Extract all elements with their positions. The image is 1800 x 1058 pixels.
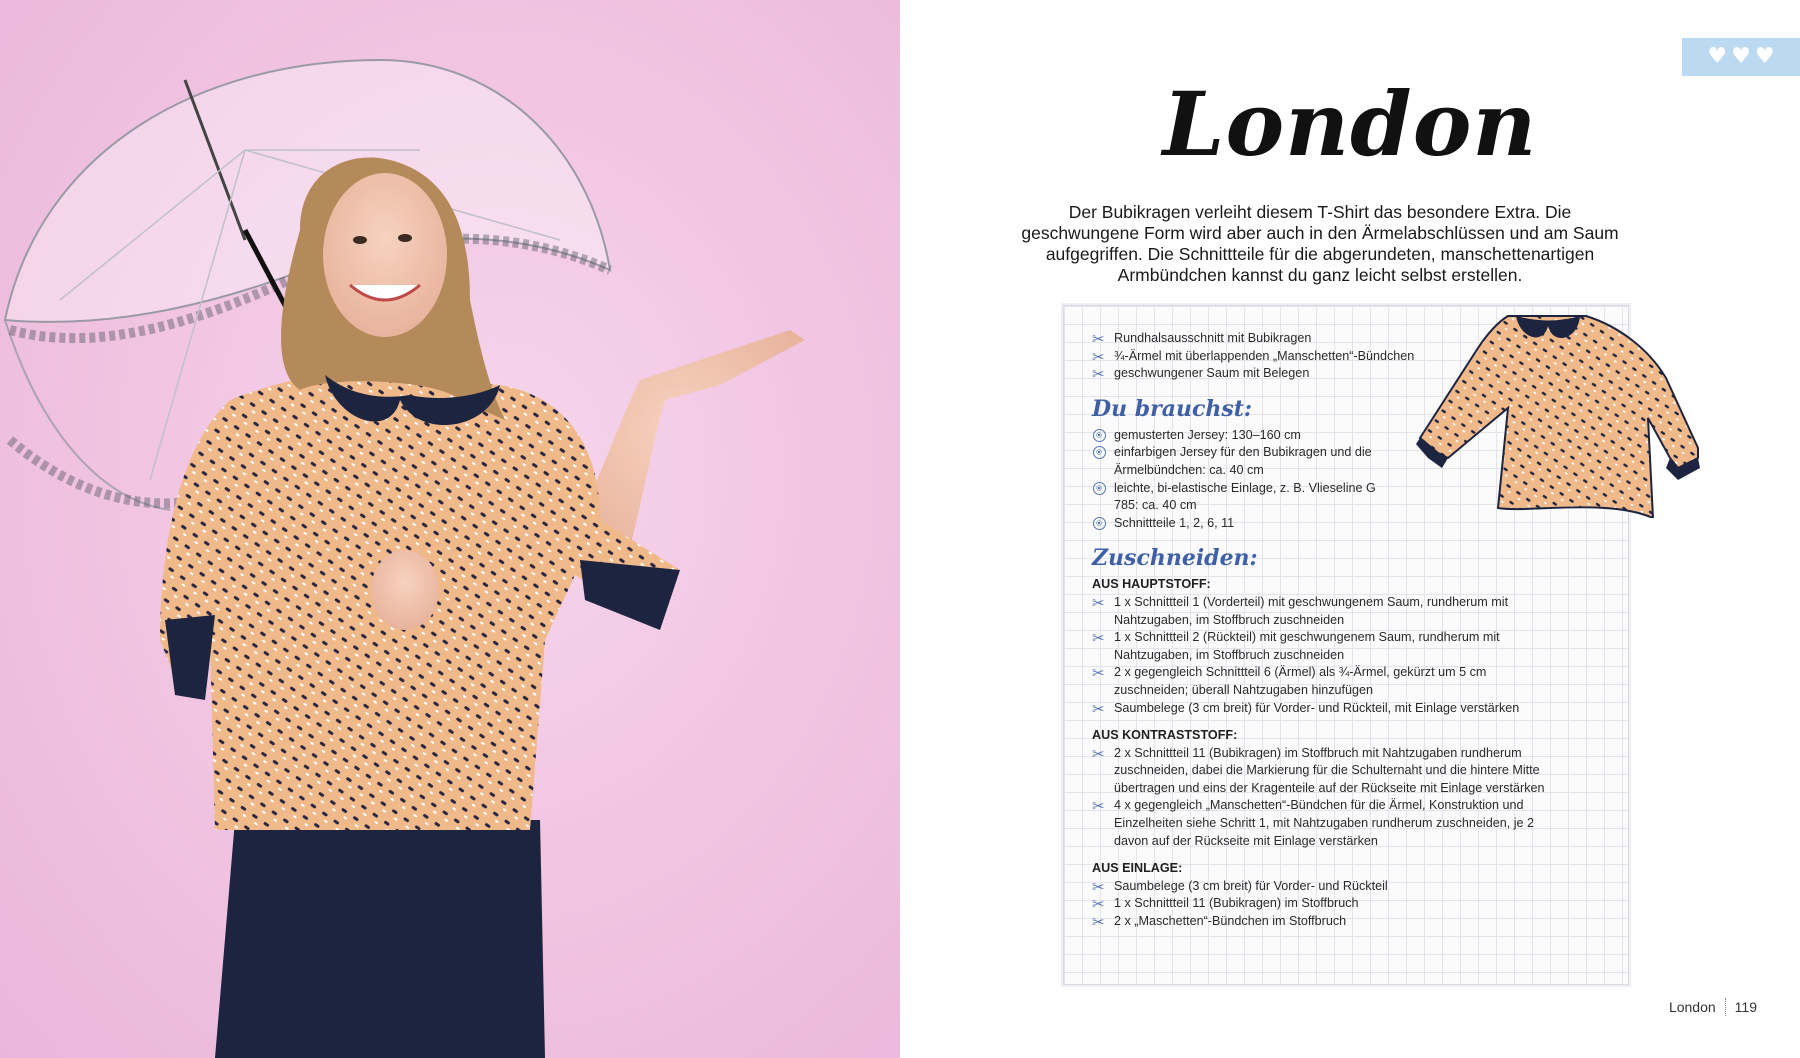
list-item: ✂ 2 x gegengleich Schnittteil 6 (Ärmel) als ¾-Ärmel, gekürzt um 5 cm zuschneiden; überall Nahtzugaben hinzufügen: [1092, 664, 1487, 697]
button-icon: [1093, 517, 1106, 530]
list-item: ✂ 2 x „Maschetten“-Bündchen im Stoffbruch: [1092, 913, 1347, 932]
needle-icon: ✂: [1092, 797, 1105, 816]
cutting-list-main: [1092, 594, 1552, 717]
list-item: ✂ 1 x Schnittteil 1 (Vorderteil) mit geschwungenem Saum, rundherum mit Nahtzugaben, im Stoffbruch zuschneiden: [1092, 593, 1509, 627]
needle-icon: ✂: [1092, 877, 1105, 896]
heart-icon: ♥: [1731, 44, 1751, 69]
heart-icon: ♥: [1754, 44, 1775, 69]
skirt: [215, 820, 545, 1058]
subheading-interfacing: AUS EINLAGE:: [1092, 861, 1183, 876]
list-item: ✂ 1 x Schnittteil 2 (Rückteil) mit geschwungenem Saum, rundherum mit Nahtzugaben, im Stoffbruch zuschneiden: [1092, 629, 1500, 662]
cutting-list-contrast: [1092, 745, 1562, 851]
button-icon: [1093, 482, 1106, 495]
needle-icon: ✂: [1092, 330, 1105, 348]
page-footer: [1669, 998, 1757, 1016]
list-item: ✂ 4 x gegengleich „Manschetten“-Bündchen für die Ärmel, Konstruktion und Einzelheiten siehe Schritt 1, mit Nahtzugaben rundherum zuschneiden, je 2 davon auf der Rückseite mit Einlage verstärken: [1092, 797, 1535, 848]
subheading-main-fabric: AUS HAUPTSTOFF:: [1092, 577, 1211, 592]
needle-icon: ✂: [1092, 744, 1105, 763]
section-heading-cutting: Zuschneiden:: [1092, 545, 1258, 572]
blouse-illustration: [1408, 308, 1708, 518]
footer-section-name: London: [1668, 999, 1716, 1015]
list-item: Schnittteile 1, 2, 6, 11: [1092, 515, 1392, 533]
list-item: ✂ geschwungener Saum mit Belegen: [1092, 365, 1310, 384]
list-item: ✂ Saumbelege (3 cm breit) für Vorder- und Rückteil: [1092, 877, 1388, 896]
needs-list: [1092, 427, 1392, 533]
right-page: [900, 0, 1800, 1058]
button-icon: [1093, 429, 1106, 442]
needle-icon: ✂: [1092, 365, 1105, 384]
page-number: 119: [1734, 999, 1757, 1015]
footer-divider: [1725, 998, 1726, 1016]
subheading-contrast-fabric: AUS KONTRASTSTOFF:: [1092, 728, 1238, 743]
intro-paragraph: Der Bubikragen verleiht diesem T-Shirt das besondere Extra. Die geschwungene Form wird aber auch in den Ärmelabschlüssen und am Saum aufgegriffen. Die Schnittteile für die abgerundeten, manschettenartigen Armbündchen kannst du ganz leicht selbst erstellen.: [1021, 202, 1619, 285]
hearts-tab: [1682, 38, 1800, 76]
section-heading-needs: Du brauchst:: [1092, 395, 1253, 422]
needle-icon: ✂: [1092, 664, 1105, 683]
list-item: ✂ 1 x Schnittteil 11 (Bubikragen) im Stoffbruch: [1092, 895, 1359, 914]
needle-icon: ✂: [1092, 699, 1105, 718]
cutting-list-interfacing: [1092, 878, 1612, 931]
list-item: ✂ Rundhalsausschnitt mit Bubikragen: [1092, 330, 1312, 348]
needle-icon: ✂: [1092, 593, 1105, 612]
button-icon: [1093, 446, 1106, 459]
needle-icon: ✂: [1092, 895, 1105, 914]
list-item: ✂ Saumbelege (3 cm breit) für Vorder- und Rückteil, mit Einlage verstärken: [1092, 699, 1520, 718]
list-item: ✂ 2 x Schnittteil 11 (Bubikragen) im Stoffbruch mit Nahtzugaben rundherum zuschneiden, dabei die Markierung für die Schulternaht und die hintere Mitte übertragen und eins der Kragenteile auf der Rückseite mit Einlage verstärken: [1092, 744, 1545, 795]
list-item: einfarbigen Jersey für den Bubikragen und die Ärmelbündchen: ca. 40 cm: [1092, 444, 1392, 479]
list-item: ✂ ¾-Ärmel mit überlappenden „Manschetten“-Bündchen: [1092, 347, 1415, 366]
list-item: leichte, bi-elastische Einlage, z. B. Vlieseline G 785: ca. 40 cm: [1092, 480, 1392, 515]
list-item: gemusterten Jersey: 130–160 cm: [1092, 427, 1392, 445]
needle-icon: ✂: [1092, 629, 1105, 648]
needle-icon: ✂: [1092, 347, 1105, 366]
needle-icon: ✂: [1092, 913, 1105, 932]
page-title: London: [1162, 72, 1538, 176]
heart-icon: ♥: [1707, 44, 1728, 69]
